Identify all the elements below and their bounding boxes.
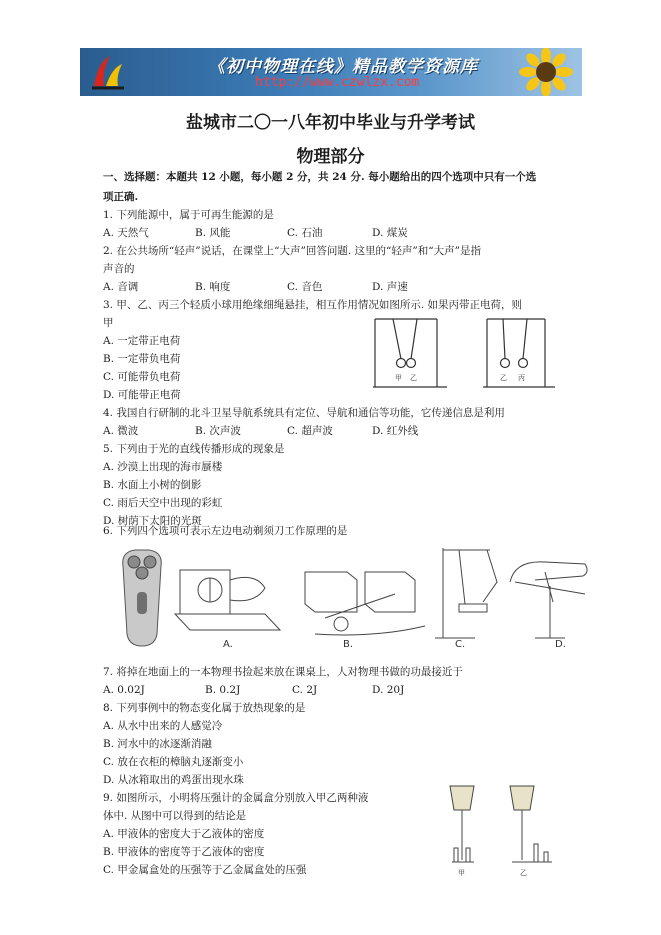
q4-option-b: B. 次声波 [195, 425, 241, 437]
q9-option-b: B. 甲液体的密度等于乙液体的密度 [103, 846, 265, 858]
q8-option-c: C. 放在衣柜的樟脑丸逐渐变小 [103, 756, 244, 768]
q7-option-c: C. 2J [292, 684, 318, 696]
q6-label-b: B. [343, 639, 354, 650]
q9-label-jia: 甲 [458, 869, 465, 877]
q3-option-a: A. 一定带正电荷 [103, 335, 181, 347]
q4-option-d: D. 红外线 [372, 425, 419, 437]
q1-option-b: B. 风能 [195, 227, 231, 239]
q7-option-a: A. 0.02J [103, 684, 145, 696]
exam-subtitle: 物理部分 [296, 147, 365, 167]
q8-option-b: B. 河水中的冰逐渐消融 [103, 738, 212, 750]
q7-option-b: B. 0.2J [205, 684, 241, 696]
q7-option-d: D. 20J [372, 684, 405, 696]
q6-label-d: D. [555, 639, 566, 650]
question-4: 4. 我国自行研制的北斗卫星导航系统具有定位、导航和通信等功能，它传递信息是利用 [103, 407, 505, 419]
q2-option-d: D. 声速 [372, 281, 408, 293]
q2-option-a: A. 音调 [103, 281, 139, 293]
logo-icon [88, 52, 128, 92]
q3-option-b: B. 一定带负电荷 [103, 353, 181, 365]
q3-label-yi-1: 乙 [410, 374, 417, 382]
header-banner [80, 48, 582, 96]
q5-option-b: B. 水面上小树的倒影 [103, 479, 202, 491]
q3-label-jia: 甲 [395, 374, 402, 382]
q3-option-c: C. 可能带负电荷 [103, 371, 181, 383]
q9-option-a: A. 甲液体的密度大于乙液体的密度 [103, 828, 265, 840]
q6-figure [115, 542, 590, 652]
q3-label-bing: 丙 [518, 374, 525, 382]
question-5: 5. 下列由于光的直线传播形成的现象是 [103, 443, 285, 455]
q2-option-b: B. 响度 [195, 281, 231, 293]
section-heading: 一、选择题：本题共 12 小题，每小题 2 分，共 24 分. 每小题给出的四个选项中只有一个选 [103, 171, 537, 183]
q3-label-yi-2: 乙 [500, 374, 507, 382]
q1-option-c: C. 石油 [287, 227, 323, 239]
q6-label-c: C. [455, 639, 466, 650]
question-2: 2. 在公共场所“轻声”说话，在课堂上“大声”回答问题. 这里的“轻声”和“大声”是指 [103, 245, 481, 257]
q1-option-d: D. 煤炭 [372, 227, 408, 239]
question-3-cont: 甲 [103, 317, 114, 329]
q3-figure [365, 313, 575, 395]
q9-label-yi: 乙 [520, 869, 527, 877]
question-8: 8. 下列事例中的物态变化属于放热现象的是 [103, 702, 306, 714]
q2-option-c: C. 音色 [287, 281, 323, 293]
electric-shaver-icon [123, 550, 162, 646]
question-3: 3. 甲、乙、丙三个轻质小球用绝缘细绳悬挂，相互作用情况如图所示. 如果丙带正电荷，则 [103, 299, 523, 311]
q5-option-c: C. 雨后天空中出现的彩虹 [103, 497, 223, 509]
section-heading-cont: 项正确. [103, 191, 139, 203]
question-9-cont: 体中. 从图中可以得到的结论是 [103, 810, 247, 822]
question-1: 1. 下列能源中，属于可再生能源的是 [103, 209, 274, 221]
q9-option-c: C. 甲金属盒处的压强等于乙金属盒处的压强 [103, 864, 307, 876]
q8-option-a: A. 从水中出来的人感觉冷 [103, 720, 223, 732]
q5-option-d: D. 树荫下太阳的光斑 [103, 515, 202, 527]
question-7: 7. 将掉在地面上的一本物理书捡起来放在课桌上，人对物理书做的功最接近于 [103, 666, 463, 678]
q1-option-a: A. 天然气 [103, 227, 149, 239]
banner-url[interactable]: http://www.czwlzx.com [255, 75, 420, 90]
exam-title: 盐城市二〇一八年初中毕业与升学考试 [186, 113, 475, 133]
q8-option-d: D. 从冰箱取出的鸡蛋出现水珠 [103, 774, 244, 786]
question-6: 6. 下列四个选项可表示左边电动剃须刀工作原理的是 [103, 525, 348, 537]
q4-option-c: C. 超声波 [287, 425, 333, 437]
q9-figure [440, 782, 570, 880]
question-2-cont: 声音的 [103, 263, 135, 275]
q5-option-a: A. 沙漠上出现的海市蜃楼 [103, 461, 223, 473]
sunflower-icon [516, 48, 576, 96]
banner-title: 《初中物理在线》精品教学资源库 [208, 57, 478, 77]
q4-option-a: A. 微波 [103, 425, 139, 437]
question-9: 9. 如图所示，小明将压强计的金属盒分别放入甲乙两种液 [103, 792, 369, 804]
q6-label-a: A. [223, 639, 233, 650]
q3-option-d: D. 可能带正电荷 [103, 389, 181, 401]
